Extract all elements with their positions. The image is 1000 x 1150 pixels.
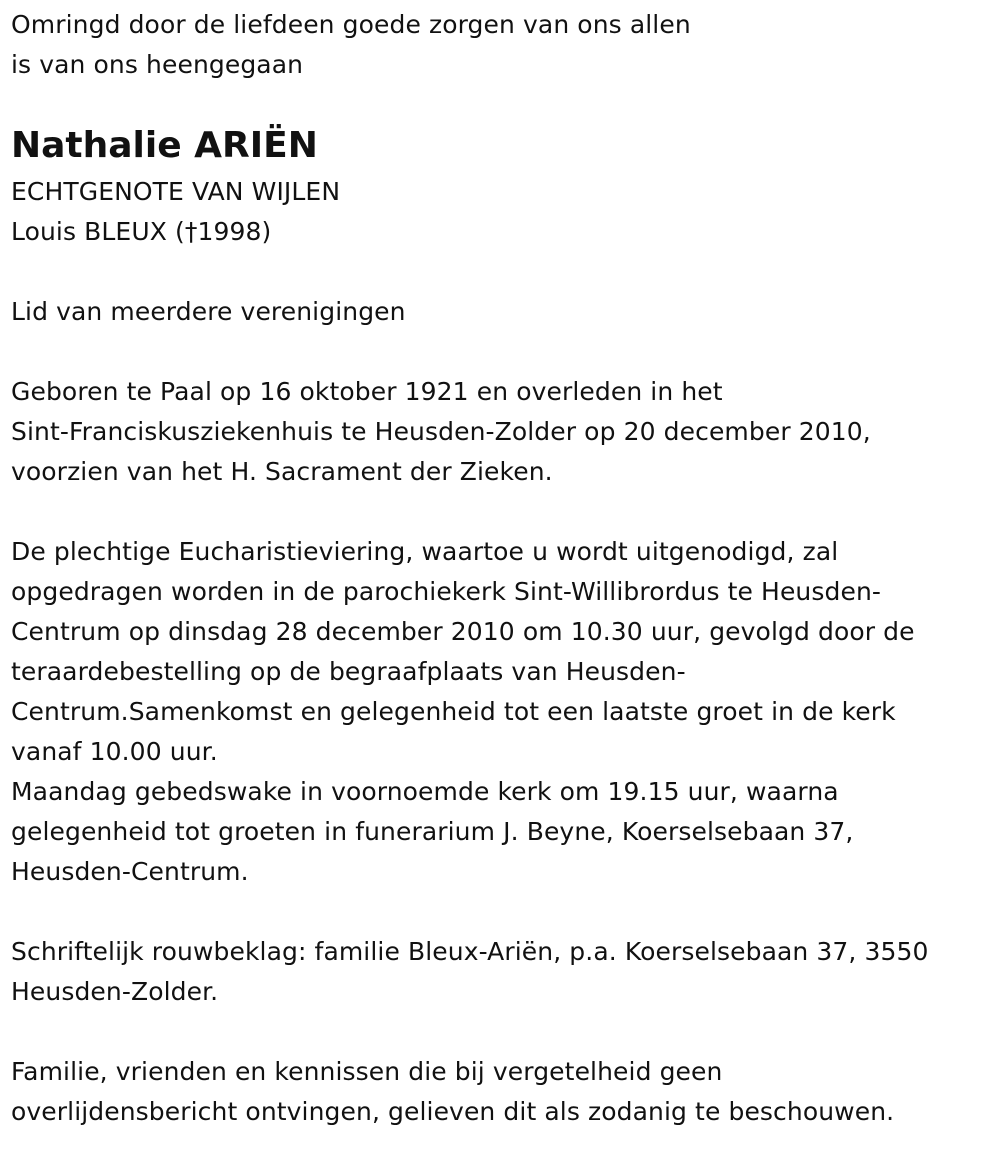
- condolences-line: Heusden-Zolder.: [11, 977, 219, 1006]
- service-line: Centrum.Samenkomst en gelegenheid tot een laatste groet in de kerk: [11, 697, 896, 726]
- service-line: Heusden-Centrum.: [11, 857, 249, 886]
- birth-death-line: Sint-Franciskusziekenhuis te Heusden-Zolder op 20 december 2010,: [11, 417, 871, 446]
- membership-line: Lid van meerdere verenigingen: [11, 297, 406, 326]
- spacer: [11, 492, 986, 532]
- intro-line: is van ons heengegaan: [11, 50, 304, 79]
- spouse-line: Louis BLEUX (†1998): [11, 217, 272, 246]
- intro-line: Omringd door de liefdeen goede zorgen van ons allen: [11, 10, 691, 39]
- service-line: Centrum op dinsdag 28 december 2010 om 10.30 uur, gevolgd door de: [11, 617, 915, 646]
- service-line: opgedragen worden in de parochiekerk Sint-Willibrordus te Heusden-: [11, 577, 882, 606]
- closing-line: Familie, vrienden en kennissen die bij vergetelheid geen: [11, 1057, 723, 1086]
- closing-line: overlijdensbericht ontvingen, gelieven dit als zodanig te beschouwen.: [11, 1097, 895, 1126]
- spacer: [11, 1012, 986, 1052]
- spouse-line: ECHTGENOTE VAN WIJLEN: [11, 177, 341, 206]
- spacer: [11, 252, 986, 292]
- spacer: [11, 332, 986, 372]
- service-line: Maandag gebedswake in voornoemde kerk om 19.15 uur, waarna: [11, 777, 839, 806]
- condolences-line: Schriftelijk rouwbeklag: familie Bleux-Ariën, p.a. Koerselsebaan 37, 3550: [11, 937, 929, 966]
- service-line: vanaf 10.00 uur.: [11, 737, 218, 766]
- obituary-notice: [11, 5, 986, 1132]
- service-line: gelegenheid tot groeten in funerarium J. Beyne, Koerselsebaan 37,: [11, 817, 854, 846]
- spacer: [11, 892, 986, 932]
- service-line: teraardebestelling op de begraafplaats van Heusden-: [11, 657, 686, 686]
- birth-death-line: voorzien van het H. Sacrament der Zieken.: [11, 457, 553, 486]
- deceased-name: Nathalie ARIËN: [11, 125, 318, 166]
- service-line: De plechtige Eucharistieviering, waartoe u wordt uitgenodigd, zal: [11, 537, 839, 566]
- birth-death-line: Geboren te Paal op 16 oktober 1921 en overleden in het: [11, 377, 723, 406]
